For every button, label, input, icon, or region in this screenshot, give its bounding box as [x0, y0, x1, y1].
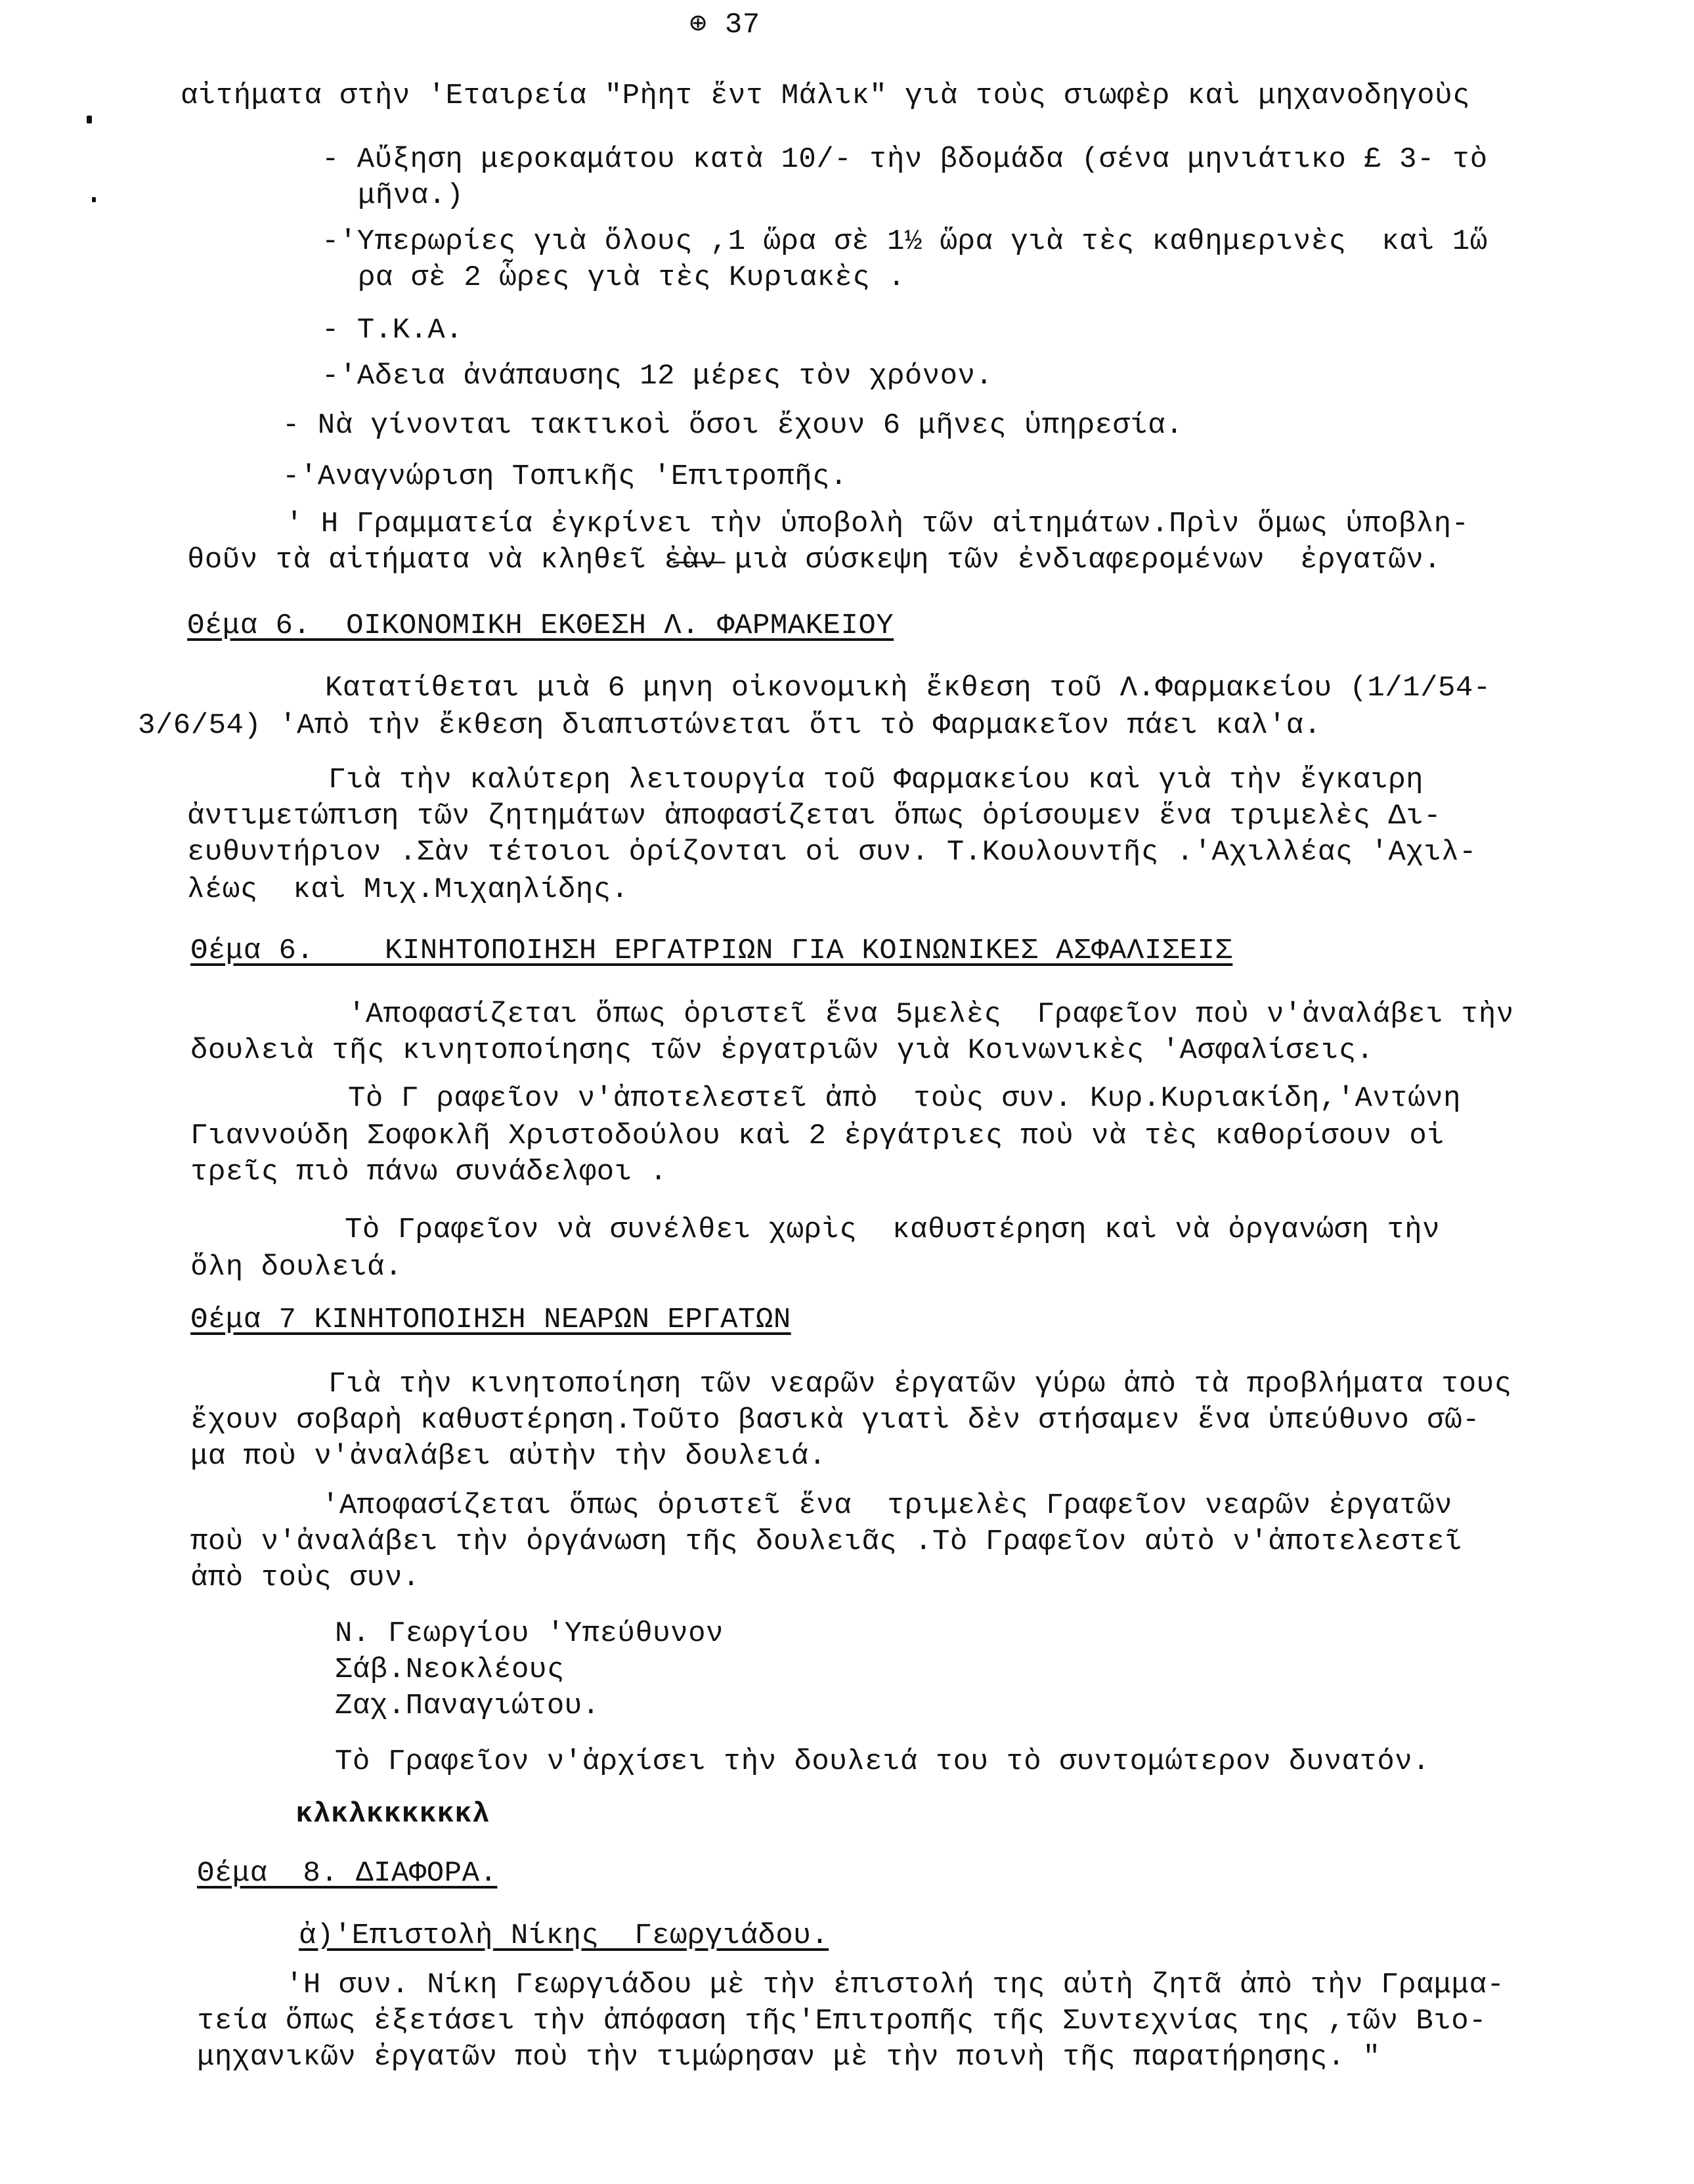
section-heading: Θέμα 6. ΟΙΚΟΝΟΜΙΚΗ ΕΚΘΕΣΗ Λ. ΦΑΡΜΑΚΕΙΟΥ [187, 609, 894, 642]
text-line: ευθυντήριον .Σὰν τέτοιοι ὁρίζονται οἱ συν. Τ.Κουλουντῆς .'Αχιλλέας 'Αχιλ- [187, 836, 1477, 869]
text-line: 'Αποφασίζεται ὅπως ὁριστεῖ ἕνα τριμελὲς Γραφεῖον νεαρῶν ἐργατῶν [322, 1489, 1452, 1522]
text-line: Τὸ Γραφεῖον ν'ἀρχίσει τὴν δουλειά του τὸ συντομώτερον δυνατόν. [335, 1745, 1431, 1778]
text-line: τεία ὅπως ἐξετάσει τὴν ἀπόφαση τῆς'Επιτροπῆς τῆς Συντεχνίας της ,τῶν Βιο- [197, 2005, 1487, 2038]
text-line: ποὺ ν'ἀναλάβει τὴν ὀργάνωση τῆς δουλειᾶς .Τὸ Γραφεῖον αὐτὸ ν'ἀποτελεστεῖ [190, 1525, 1463, 1558]
text-line: θοῦν τὰ αἰτήματα νὰ κληθεῖ ἐ̶ὰ̶ν̶ μιὰ σύσκεψη τῶν ἐνδιαφερομένων ἐργατῶν. [187, 544, 1442, 577]
text-line: ' Η Γραμματεία ἐγκρίνει τὴν ὑποβολὴ τῶν αἰτημάτων.Πρὶν ὅμως ὑποβλη- [286, 508, 1469, 540]
text-line: μηχανικῶν ἐργατῶν ποὺ τὴν τιμώρησαν μὲ τὴν ποινὴ τῆς παρατήρησης. " [197, 2041, 1381, 2074]
text-line: 'Αποφασίζεται ὅπως ὁριστεῖ ἕνα 5μελὲς Γραφεῖον ποὺ ν'ἀναλάβει τὴν [348, 998, 1514, 1031]
text-line: Ν. Γεωργίου 'Υπεύθυνον [335, 1617, 724, 1650]
section-heading: Θέμα 6. ΚΙΝΗΤΟΠΟΙΗΣΗ ΕΡΓΑΤΡΙΩΝ ΓΙΑ ΚΟΙΝΩΝΙΚΕΣ ΑΣΦΑΛΙΣΕΙΣ [190, 934, 1233, 967]
text-line: Γιὰ τὴν καλύτερη λειτουργία τοῦ Φαρμακείου καὶ γιὰ τὴν ἔγκαιρη [328, 764, 1424, 797]
text-line: Κατατίθεται μιὰ 6 μηνη οἰκονομικὴ ἔκθεση τοῦ Λ.Φαρμακείου (1/1/54- [325, 672, 1491, 705]
text-line: ἀπὸ τοὺς συν. [190, 1562, 420, 1594]
subsection-heading: ἀ)'Επιστολὴ Νίκης Γεωργιάδου. [299, 1919, 829, 1952]
text-line: ἔχουν σοβαρὴ καθυστέρηση.Τοῦτο βασικὰ γιατὶ δὲν στήσαμεν ἕνα ὑπεύθυνο σῶ- [190, 1404, 1481, 1437]
text-line: 'Η συν. Νίκη Γεωργιάδου μὲ τὴν ἐπιστολή της αὐτὴ ζητᾶ ἀπὸ τὴν Γραμμα- [286, 1969, 1505, 2001]
text-line: μα ποὺ ν'ἀναλάβει αὐτὴν τὴν δουλειά. [190, 1440, 827, 1473]
text-line: Ζαχ.Παναγιώτου. [335, 1690, 600, 1722]
text-line: Σάβ.Νεοκλέους [335, 1653, 565, 1686]
text-line: -'Υπερωρίες γιὰ ὅλους ,1 ὥρα σὲ 1½ ὥρα γιὰ τὲς καθημερινὲς καὶ 1ὥ [322, 225, 1488, 258]
text-line: 3/6/54) 'Απὸ τὴν ἔκθεση διαπιστώνεται ὅτι τὸ Φαρμακεῖον πάει καλ'α. [138, 709, 1322, 742]
text-line: αἰτήματα στὴν 'Εταιρεία "Ρὴητ ἕντ Μάλικ" γιὰ τοὺς σιωφὲρ καὶ μηχανοδηγοὺς [181, 79, 1471, 112]
text-line: ρα σὲ 2 ὧρες γιὰ τὲς Κυριακὲς . [358, 261, 906, 294]
text-line: ἀντιμετώπιση τῶν ζητημάτων ἀποφασίζεται ὅπως ὁρίσουμεν ἕνα τριμελὲς Δι- [187, 800, 1442, 833]
section-heading: Θέμα 8. ΔΙΑΦΟΡΑ. [197, 1857, 498, 1890]
struck-text: κλκλκκκκκκλ [295, 1798, 490, 1831]
text-line: -'Αναγνώριση Τοπικῆς 'Επιτροπῆς. [282, 460, 848, 493]
text-line: Τὸ Γραφεῖον νὰ συνέλθει χωρὶς καθυστέρηση καὶ νὰ ὀργανώση τὴν [345, 1213, 1441, 1246]
text-line: - Τ.Κ.Α. [322, 314, 464, 347]
text-line: -'Αδεια ἀνάπαυσης 12 μέρες τὸν χρόνον. [322, 360, 993, 393]
text-line: δουλειὰ τῆς κινητοποίησης τῶν ἐργατριῶν γιὰ Κοινωνικὲς 'Ασφαλίσεις. [190, 1034, 1374, 1067]
text-line: μῆνα.) [358, 179, 464, 212]
text-line: - Νὰ γίνονται τακτικοὶ ὅσοι ἔχουν 6 μῆνες ὑπηρεσία. [282, 409, 1184, 442]
page-number: ⊕ 37 [689, 9, 760, 41]
margin-mark [87, 116, 92, 123]
margin-mark [92, 197, 96, 202]
text-line: Τὸ Γ ραφεῖον ν'ἀποτελεστεῖ ἀπὸ τοὺς συν. Κυρ.Κυριακίδη,'Αντώνη [348, 1082, 1461, 1115]
text-line: Γιὰ τὴν κινητοποίηση τῶν νεαρῶν ἐργατῶν γύρω ἀπὸ τὰ προβλήματα τους [328, 1368, 1512, 1401]
text-line: - Αὔξηση μεροκαμάτου κατὰ 10/- τὴν βδομάδα (σένα μηνιάτικο £ 3- τὸ [322, 143, 1488, 176]
text-line: λέως καὶ Μιχ.Μιχαηλίδης. [187, 873, 629, 906]
text-line: ὅλη δουλειά. [190, 1251, 402, 1284]
section-heading: Θέμα 7 ΚΙΝΗΤΟΠΟΙΗΣΗ ΝΕΑΡΩΝ ΕΡΓΑΤΩΝ [190, 1303, 791, 1336]
text-line: Γιαννούδη Σοφοκλῆ Χριστοδούλου καὶ 2 ἐργάτριες ποὺ νὰ τὲς καθορίσουν οἱ [190, 1120, 1445, 1152]
text-line: τρεῖς πιὸ πάνω συνάδελφοι . [190, 1156, 668, 1189]
